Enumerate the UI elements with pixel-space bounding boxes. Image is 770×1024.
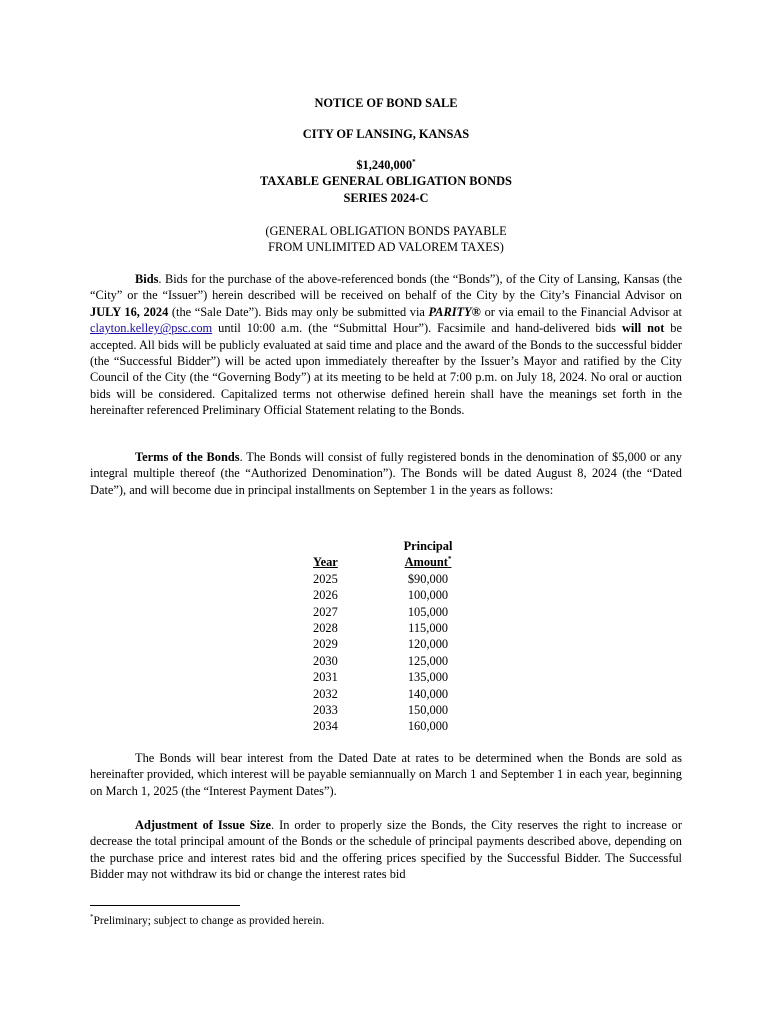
parity-name: PARITY®	[428, 304, 481, 319]
amount-cell: 115,000	[408, 621, 448, 636]
year-cell: 2028	[313, 621, 338, 636]
table-row	[313, 571, 469, 587]
issuer-name: CITY OF LANSING, KANSAS	[302, 127, 470, 141]
adjustment-heading: Adjustment of Issue Size	[135, 818, 272, 832]
subtitle-line-1: (GENERAL OBLIGATION BONDS PAYABLE	[265, 224, 507, 238]
table-row	[313, 718, 469, 734]
footnote-divider	[90, 905, 240, 906]
amount-cell: 160,000	[407, 719, 449, 734]
bids-paragraph: Bids. Bids for the purchase of the above-referenced bonds (the “Bonds”), of the City of Lansing, Kansas (the “City” or the “Issuer”) herein described will be received on behalf of the City by the City’s Financial Advisor on JULY 16, 2024 (the “Sale Date”). Bids may only be submitted via PARITY® or via email to the Financial Advisor at clayton.kelley@psc.com until 10:00 a.m. (the “Submittal Hour”). Facsimile and hand-delivered bids will not be accepted. All bids will be publicly evaluated at said time and place and the award of the Bonds to the successful bidder (the “Successful Bidder”) will be acted upon immediately thereafter by the Issuer’s Mayor and ratified by the City Council of the City (the “Governing Body”) at its meeting to be held at 7:00 p.m. on July 18, 2024. No oral or auction bids will be considered. Capitalized terms not otherwise defined herein shall have the meanings set forth in the hereinafter referenced Preliminary Official Statement relating to the Bonds.	[90, 272, 683, 418]
terms-heading: Terms of the Bonds	[135, 450, 240, 464]
year-cell: 2032	[313, 686, 338, 701]
amount-cell: 140,000	[407, 686, 449, 701]
year-header: Year	[313, 555, 338, 570]
amount-cell: 150,000	[407, 703, 449, 718]
amount-cell: 120,000	[407, 637, 449, 652]
will-not-emphasis: will not	[621, 321, 665, 336]
terms-paragraph: Terms of the Bonds. The Bonds will consist of fully registered bonds in the denomination of $5,000 or any integral multiple thereof (the “Authorized Denomination”). The Bonds will be dated August 8, 2024 (the “Dated Date”), and will become due in principal installments on September 1 in the years as follows:	[90, 450, 682, 497]
notice-title: NOTICE OF BOND SALE	[314, 96, 458, 110]
footnote-text: Preliminary; subject to change as provided herein.	[93, 915, 325, 927]
table-row	[313, 702, 469, 718]
footnote-mark: *	[90, 913, 94, 922]
table-row	[313, 686, 469, 702]
sale-date: JULY 16, 2024	[90, 304, 169, 319]
amount-header: Amount*	[404, 555, 452, 570]
table-row	[313, 620, 469, 636]
table-row	[313, 636, 469, 652]
amount-cell: 135,000	[407, 670, 449, 685]
amount-footnote-mark: *	[412, 157, 416, 166]
year-cell: 2029	[313, 637, 338, 652]
year-cell: 2031	[313, 670, 338, 685]
amount-cell: 105,000	[407, 604, 449, 619]
bond-subtitle	[90, 223, 682, 256]
adjustment-paragraph: Adjustment of Issue Size. In order to properly size the Bonds, the City reserves the right to increase or decrease the total principal amount of the Bonds or the schedule of principal payments described above, depending on the purchase price and interest rates bid and the offering prices specified by the Successful Bidder. The Successful Bidder may not withdraw its bid or change the interest rates bid	[90, 818, 682, 882]
amount-cell: $90,000	[407, 571, 449, 586]
amount-cell: 125,000	[407, 653, 449, 668]
year-cell: 2030	[313, 653, 338, 668]
bond-heading	[90, 157, 682, 206]
year-cell: 2027	[313, 604, 338, 619]
year-cell: 2034	[313, 719, 338, 734]
bond-amount: $1,240,000*	[356, 157, 416, 172]
bond-series: SERIES 2024-C	[343, 190, 429, 205]
interest-paragraph: The Bonds will bear interest from the Dated Date at rates to be determined when the Bonds are sold as hereinafter provided, which interest will be payable semiannually on March 1 and September 1 in each year, beginning on March 1, 2025 (the “Interest Payment Dates”).	[90, 751, 682, 798]
email-link[interactable]: clayton.kelley@psc.com	[90, 321, 213, 336]
subtitle-line-2: FROM UNLIMITED AD VALOREM TAXES)	[268, 240, 504, 255]
footnote	[90, 913, 324, 929]
maturity-table	[313, 538, 473, 735]
table-row	[313, 653, 469, 669]
year-cell: 2026	[313, 588, 338, 603]
table-row	[313, 587, 469, 603]
table-row	[313, 604, 469, 620]
amount-header-line1: Principal	[403, 539, 453, 553]
bids-heading: Bids	[135, 272, 159, 286]
year-cell: 2033	[313, 703, 338, 718]
table-row	[313, 669, 469, 685]
bond-name: TAXABLE GENERAL OBLIGATION BONDS	[260, 174, 512, 189]
amount-cell: 100,000	[407, 588, 449, 603]
year-cell: 2025	[313, 571, 338, 586]
